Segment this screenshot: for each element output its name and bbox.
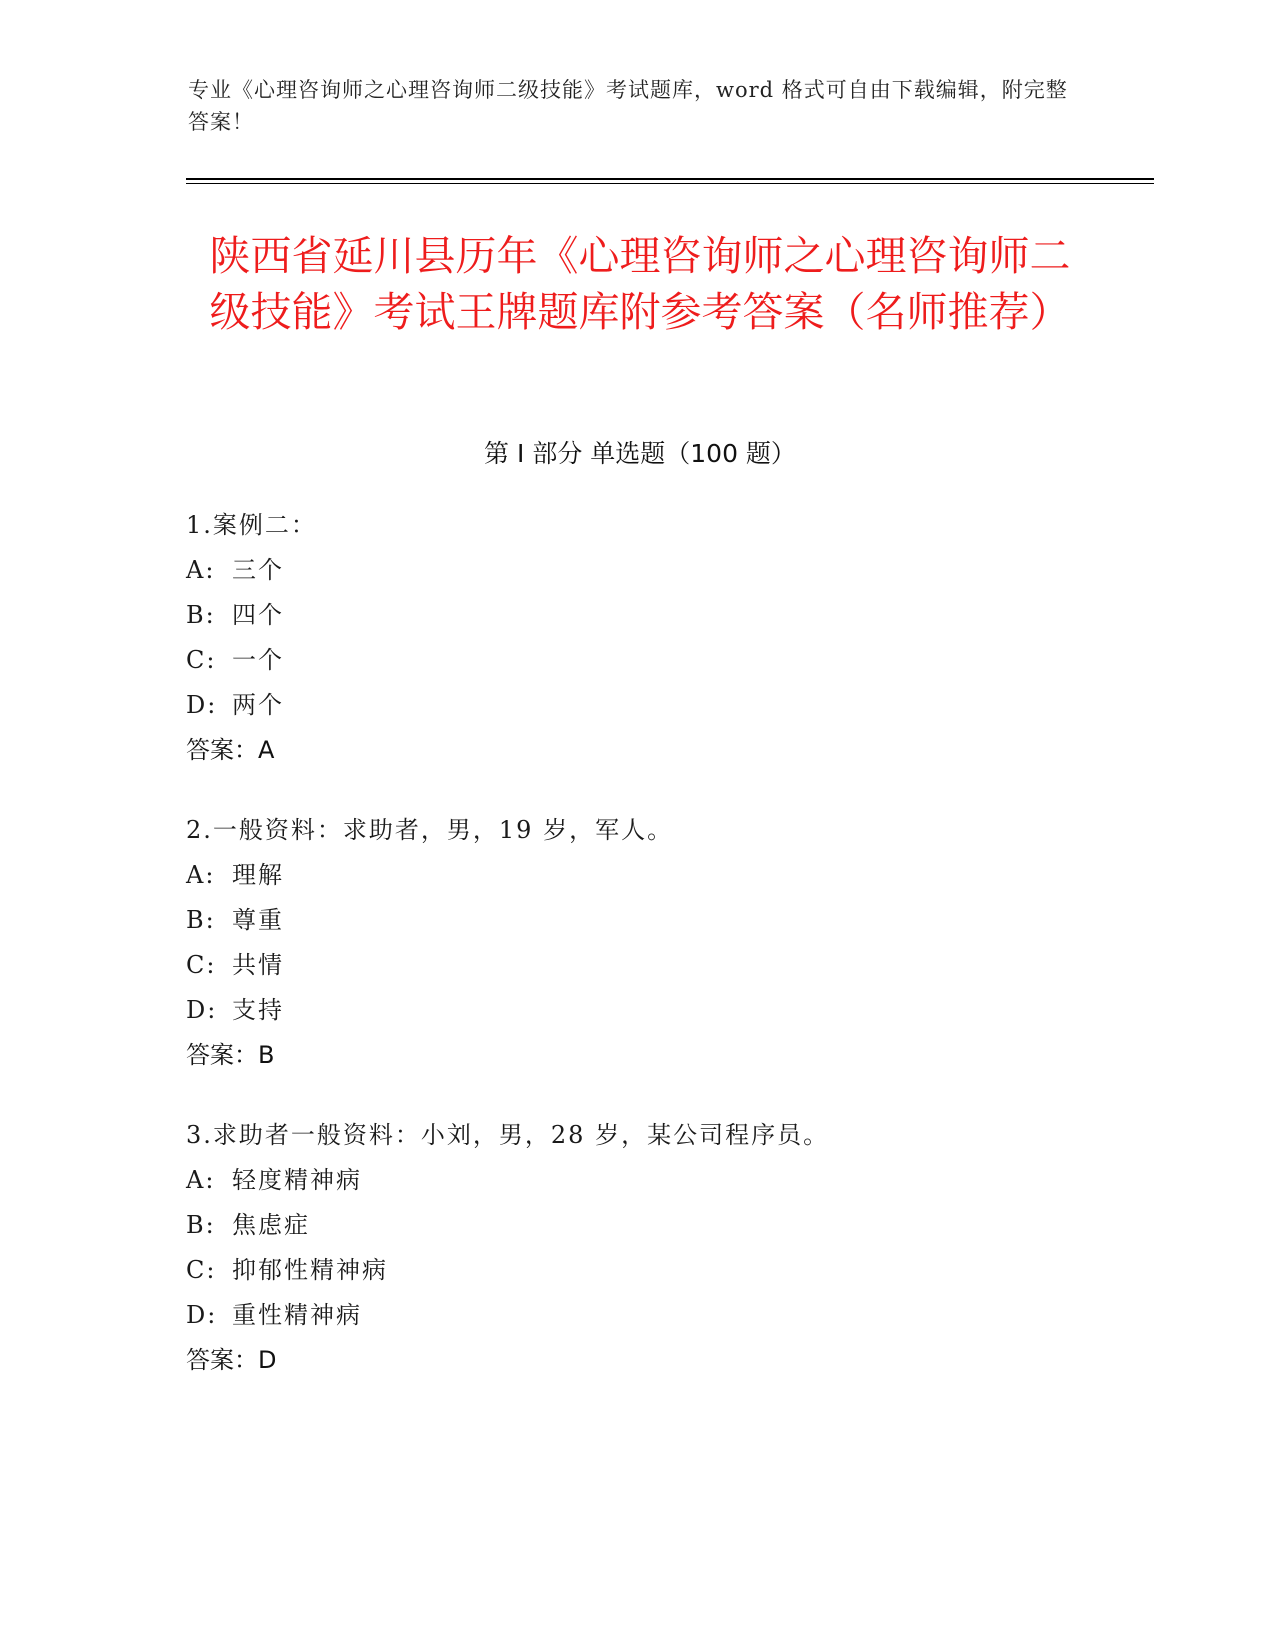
option-key: B: <box>186 1211 216 1239</box>
option-key: D: <box>186 691 218 719</box>
option-key: A: <box>186 1166 216 1194</box>
option-text: 抑郁性精神病 <box>232 1256 388 1284</box>
question-stem: 2.一般资料：求助者，男，19 岁，军人。 <box>186 816 674 844</box>
option-text: 尊重 <box>232 906 284 934</box>
question-stem: 3.求助者一般资料：小刘，男，28 岁，某公司程序员。 <box>186 1121 830 1149</box>
option-a <box>186 548 1126 593</box>
option-a <box>186 1158 1126 1203</box>
answer-line <box>186 1338 1126 1383</box>
option-d <box>186 1293 1126 1338</box>
question-2 <box>186 808 1126 1078</box>
option-text: 两个 <box>232 691 284 719</box>
document-title: 陕西省延川县历年《心理咨询师之心理咨询师二级技能》考试王牌题库附参考答案（名师推荐） <box>209 232 1071 336</box>
option-c <box>186 1248 1126 1293</box>
answer-prefix: 答案： <box>186 1041 258 1069</box>
option-text: 一个 <box>232 646 284 674</box>
question-1 <box>186 503 1126 773</box>
answer-prefix: 答案： <box>186 736 258 764</box>
option-text: 支持 <box>232 996 284 1024</box>
option-b <box>186 1203 1126 1248</box>
option-key: A: <box>186 556 216 584</box>
option-text: 共情 <box>232 951 284 979</box>
option-key: D: <box>186 1301 218 1329</box>
option-key: C: <box>186 646 217 674</box>
option-key: B: <box>186 601 216 629</box>
option-b <box>186 593 1126 638</box>
answer-value: A <box>258 736 275 764</box>
option-a <box>186 853 1126 898</box>
header-divider-thick <box>186 178 1154 180</box>
option-key: C: <box>186 951 217 979</box>
answer-line <box>186 728 1126 773</box>
option-text: 理解 <box>232 861 284 889</box>
option-key: C: <box>186 1256 217 1284</box>
answer-value: D <box>258 1346 277 1374</box>
section-title: 第 I 部分 单选题（100 题） <box>484 439 796 468</box>
answer-line <box>186 1033 1126 1078</box>
question-3 <box>186 1113 1126 1383</box>
answer-value: B <box>258 1041 275 1069</box>
option-text: 三个 <box>232 556 284 584</box>
option-b <box>186 898 1126 943</box>
header-divider-thin <box>186 183 1154 184</box>
answer-prefix: 答案： <box>186 1346 258 1374</box>
option-text: 四个 <box>232 601 284 629</box>
option-key: D: <box>186 996 218 1024</box>
option-text: 重性精神病 <box>232 1301 362 1329</box>
option-c <box>186 943 1126 988</box>
option-d <box>186 683 1126 728</box>
option-text: 轻度精神病 <box>232 1166 362 1194</box>
option-c <box>186 638 1126 683</box>
option-text: 焦虑症 <box>232 1211 310 1239</box>
option-key: B: <box>186 906 216 934</box>
option-key: A: <box>186 861 216 889</box>
question-stem: 1.案例二： <box>186 511 317 539</box>
header-note: 专业《心理咨询师之心理咨询师二级技能》考试题库，word 格式可自由下载编辑，附完整答案！ <box>188 78 1068 134</box>
option-d <box>186 988 1126 1033</box>
